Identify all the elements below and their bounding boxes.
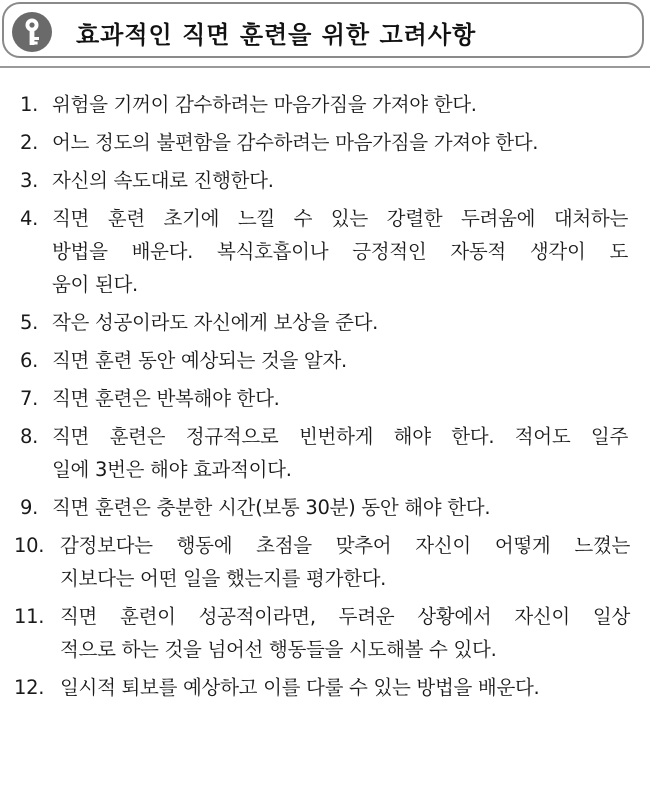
item-text: 직면 훈련은 반복해야 한다. bbox=[52, 387, 280, 410]
item-number: 12. bbox=[14, 676, 45, 699]
item-text: 감정보다는 행동에 초점을 맞추어 자신이 어떻게 느꼈는 bbox=[60, 534, 630, 557]
list-item bbox=[0, 88, 650, 121]
item-text: 직면 훈련은 정규적으로 빈번하게 해야 한다. 적어도 일주 bbox=[52, 425, 628, 448]
item-number: 11. bbox=[14, 605, 45, 628]
item-text: 작은 성공이라도 자신에게 보상을 준다. bbox=[52, 311, 379, 334]
item-text: 일에 3번은 해야 효과적이다. bbox=[52, 458, 292, 481]
list-item bbox=[0, 491, 650, 524]
item-text: 어느 정도의 불편함을 감수하려는 마음가짐을 가져야 한다. bbox=[52, 131, 539, 154]
key-icon bbox=[12, 12, 52, 52]
considerations-list bbox=[0, 88, 650, 709]
item-number: 10. bbox=[14, 534, 45, 557]
item-number: 6. bbox=[20, 349, 39, 372]
item-text: 방법을 배운다. 복식호흡이나 긍정적인 자동적 생각이 도 bbox=[52, 240, 628, 263]
item-number: 9. bbox=[20, 496, 39, 519]
item-number: 7. bbox=[20, 387, 39, 410]
list-item bbox=[0, 306, 650, 339]
item-text: 적으로 하는 것을 넘어선 행동들을 시도해볼 수 있다. bbox=[60, 638, 497, 661]
item-text: 직면 훈련이 성공적이라면, 두려운 상황에서 자신이 일상 bbox=[60, 605, 630, 628]
item-text: 직면 훈련은 충분한 시간(보통 30분) 동안 해야 한다. bbox=[52, 496, 491, 519]
divider bbox=[0, 66, 650, 68]
item-text: 직면 훈련 동안 예상되는 것을 알자. bbox=[52, 349, 347, 372]
list-item bbox=[0, 671, 650, 704]
list-item bbox=[0, 164, 650, 197]
item-number: 3. bbox=[20, 169, 39, 192]
item-number: 1. bbox=[20, 93, 39, 116]
item-text: 자신의 속도대로 진행한다. bbox=[52, 169, 274, 192]
item-number: 4. bbox=[20, 207, 39, 230]
item-number: 2. bbox=[20, 131, 39, 154]
list-item bbox=[0, 344, 650, 377]
item-text: 일시적 퇴보를 예상하고 이를 다룰 수 있는 방법을 배운다. bbox=[60, 676, 540, 699]
header-box bbox=[2, 2, 644, 58]
item-number: 8. bbox=[20, 425, 39, 448]
item-number: 5. bbox=[20, 311, 39, 334]
list-item bbox=[0, 202, 650, 301]
item-text: 위험을 기꺼이 감수하려는 마음가짐을 가져야 한다. bbox=[52, 93, 477, 116]
list-item bbox=[0, 600, 650, 666]
header-title: 효과적인 직면 훈련을 위한 고려사항 bbox=[76, 21, 477, 49]
item-text: 지보다는 어떤 일을 했는지를 평가한다. bbox=[60, 567, 387, 590]
list-item bbox=[0, 420, 650, 486]
list-item bbox=[0, 126, 650, 159]
list-item bbox=[0, 529, 650, 595]
item-text: 직면 훈련 초기에 느낄 수 있는 강렬한 두려움에 대처하는 bbox=[52, 207, 628, 230]
item-text: 움이 된다. bbox=[52, 273, 138, 296]
list-item bbox=[0, 382, 650, 415]
